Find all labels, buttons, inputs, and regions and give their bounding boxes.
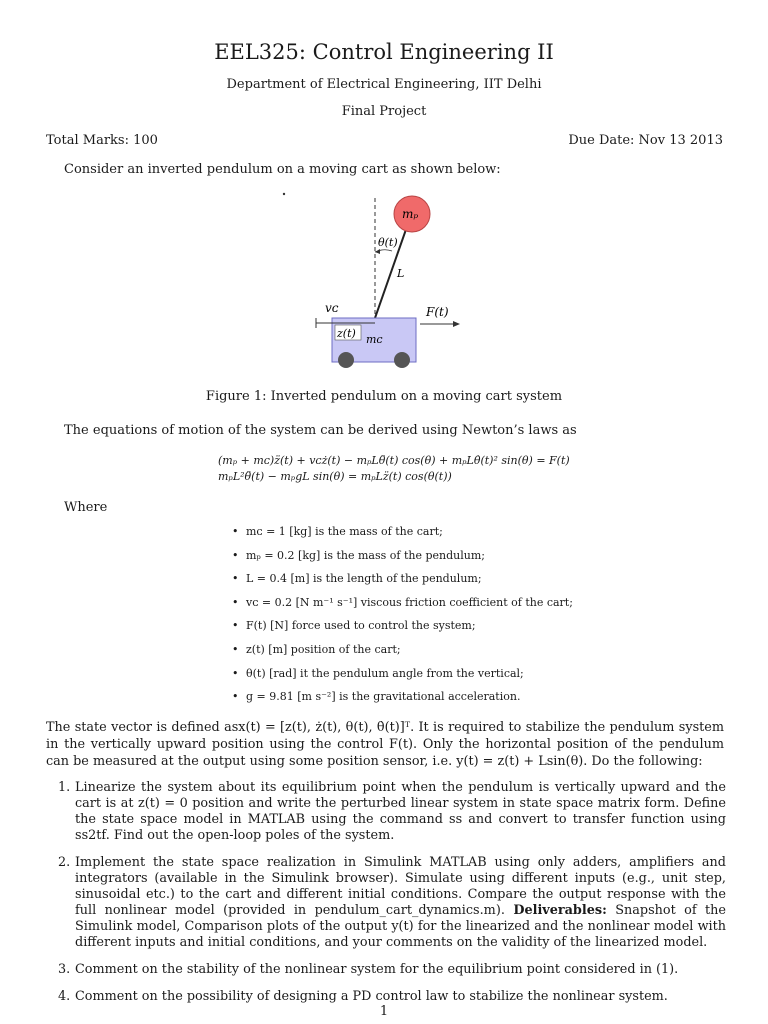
task-text: Implement the state space realization in Simulink MATLAB using only adders, amplifiers and integrators (available in the Simulink browser). Simulate using different inputs (e.g., unit step, sinusoidal etc.) to the cart and different initial conditions. Compare the output response with the full nonlinear model (provided in pendulum_cart_dynamics.m). [75,855,726,918]
label-mass-cart: mᴄ [366,333,383,346]
intro-text: Consider an inverted pendulum on a moving cart as shown below: [64,162,501,177]
department-line: Department of Electrical Engineering, IIT Delhi [226,77,542,92]
total-marks: Total Marks: 100 [46,133,158,148]
task-number: 1. [58,780,71,795]
definition-item: • mₚ = 0.2 [kg] is the mass of the pendulum; [232,548,573,572]
definition-item: • g = 9.81 [m s⁻²] is the gravitational acceleration. [232,689,573,713]
stray-mark [283,193,285,195]
task-item [46,962,726,978]
figure-caption: Figure 1: Inverted pendulum on a moving cart system [205,389,563,404]
project-subtitle: Final Project [341,104,427,119]
label-theta: θ(t) [378,236,398,249]
label-length: L [397,267,405,280]
pendulum-rod [375,218,410,318]
page-number: 1 [379,1004,389,1019]
definition-item: • z(t) [m] position of the cart; [232,642,573,666]
equation-2: mₚL²θ̈(t) − mₚgL sin(θ) = mₚLz̈(t) cos(θ(t)) [218,470,452,483]
task-text: Comment on the stability of the nonlinear system for the equilibrium point considered in (1). [75,962,679,977]
deliverables-text: Snapshot of the Simulink model, Comparison plots of the output y(t) for the linearized and the nonlinear model with different inputs and initial conditions, and your comments on the validity of the linearized model. [75,903,726,950]
definition-item: • mᴄ = 1 [kg] is the mass of the cart; [232,524,573,548]
where-label: Where [64,500,108,515]
task-number: 2. [58,855,71,870]
task-item [46,989,726,1005]
cart-wheel-right [394,352,410,368]
document-title: EEL325: Control Engineering II [214,40,554,64]
equations-block [218,453,570,485]
definition-item: • L = 0.4 [m] is the length of the pendulum; [232,571,573,595]
definitions-list [232,524,573,713]
label-force: F(t) [426,305,449,319]
label-friction: vᴄ [325,301,339,315]
state-vector-paragraph: The state vector is defined asx(t) = [z(t), ż(t), θ(t), θ̇(t)]ᵀ. It is required to stabilize the pendulum system in the vertically upward position using the control F(t). Only the horizontal position of the pendulum can be measured at the output using some position sensor, i.e. y(t) = z(t) + Lsin(θ). Do the following: [46,720,724,769]
deliverables-label: Deliverables: [513,903,607,918]
definition-item: • F(t) [N] force used to control the system; [232,618,573,642]
task-item [46,855,726,951]
due-date: Due Date: Nov 13 2013 [568,133,723,148]
task-text: Comment on the possibility of designing a PD control law to stabilize the nonlinear system. [75,989,668,1004]
task-item [46,780,726,844]
task-number: 4. [58,989,71,1004]
label-mass-pendulum: mₚ [402,207,419,221]
definition-item: • vᴄ = 0.2 [N m⁻¹ s⁻¹] viscous friction coefficient of the cart; [232,595,573,619]
force-arrowhead [453,321,460,327]
task-number: 3. [58,962,71,977]
pendulum-cart-figure [280,188,490,373]
label-position: z(t) [337,327,356,340]
equations-intro: The equations of motion of the system can be derived using Newton’s laws as [64,423,577,438]
task-text: Linearize the system about its equilibrium point when the pendulum is vertically upward and the cart is at z(t) = 0 position and write the perturbed linear system in state space matrix form. Define the state space model in MATLAB using the command ss and convert to transfer function using ss2tf. Find out the open-loop poles of the system. [75,780,726,843]
task-list [46,780,726,1016]
equation-1: (mₚ + mᴄ)z̈(t) + vᴄż(t) − mₚLθ̈(t) cos(θ) + mₚLθ̇(t)² sin(θ) = F(t) [218,454,570,467]
cart-wheel-left [338,352,354,368]
definition-item: • θ(t) [rad] it the pendulum angle from the vertical; [232,666,573,690]
